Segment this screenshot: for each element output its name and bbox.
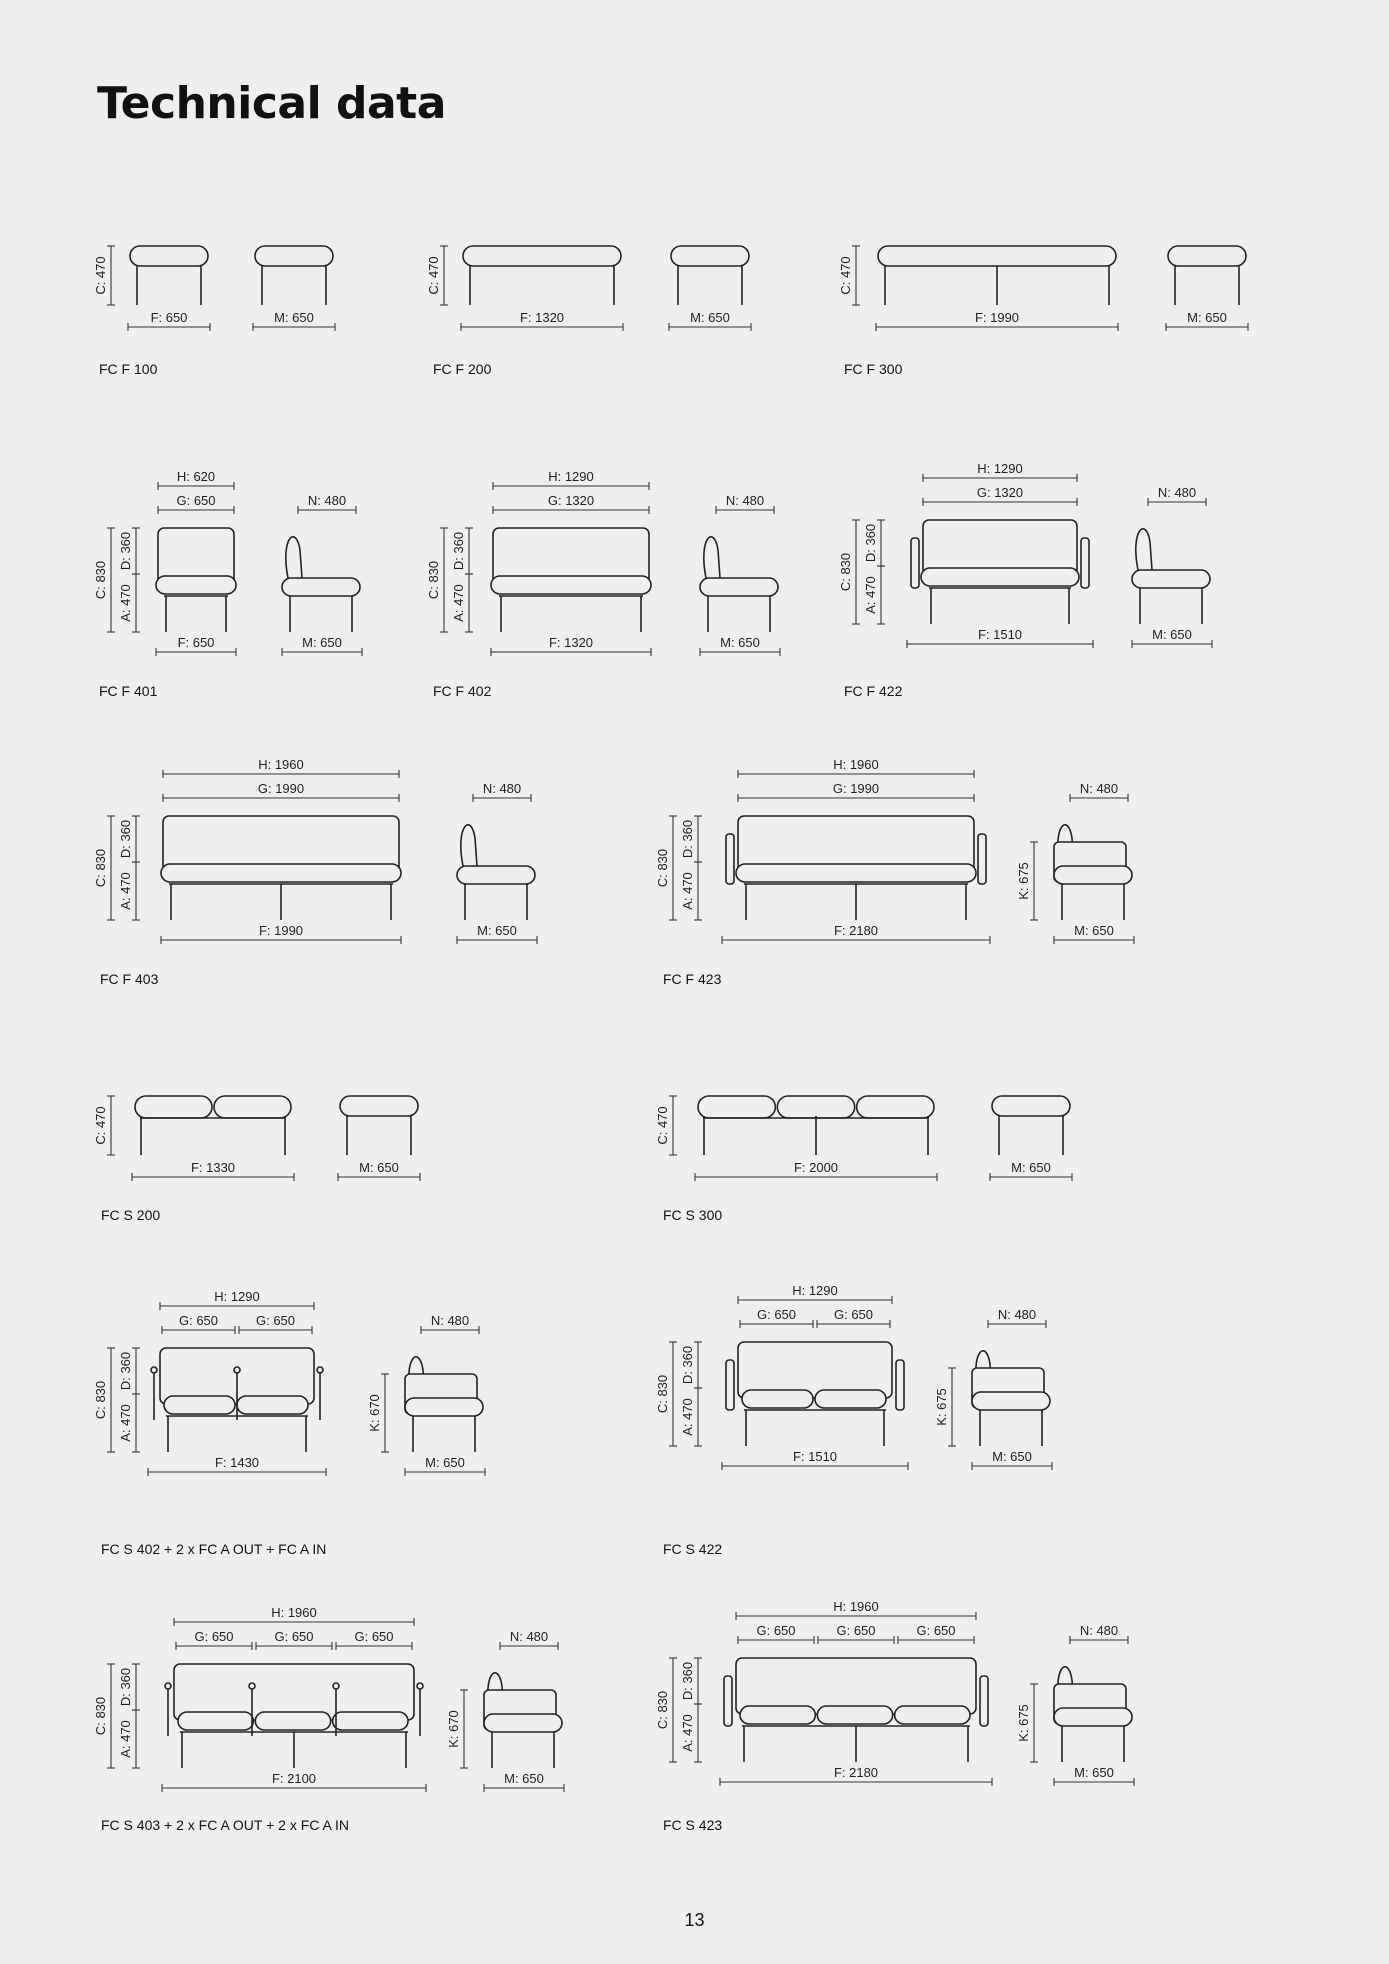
dimension-label: M: 650 (1187, 310, 1227, 325)
product-fc-s-402 (93, 1289, 485, 1557)
dimension-label: A: 470 (680, 1714, 695, 1752)
armrest (1081, 538, 1089, 588)
seat-cushion (237, 1396, 308, 1414)
dimension-label: G: 1320 (547, 493, 595, 508)
dimension-label: K: 670 (446, 1710, 461, 1748)
dimension-label: N: 480 (430, 1313, 470, 1328)
dimension-label: G: 650 (274, 1629, 314, 1644)
dimension-label: K: 675 (934, 1388, 949, 1426)
dimension-label: M: 650 (504, 1771, 544, 1786)
seat-cushion (857, 1096, 934, 1118)
dimension-label: H: 1960 (833, 757, 879, 772)
dimension-label: G: 650 (255, 1313, 296, 1328)
seat-cushion (671, 246, 749, 266)
seat-cushion (164, 1396, 235, 1414)
product-fc-f-100 (93, 246, 335, 377)
dimension-label: G: 650 (756, 1307, 797, 1322)
seat-cushion (340, 1096, 418, 1116)
dimension-label: A: 470 (118, 1404, 133, 1442)
dimension-label: N: 480 (307, 493, 347, 508)
dimension-label: D: 360 (118, 819, 133, 859)
dimension-label: C: 470 (655, 1106, 670, 1145)
dimension-label: F: 2180 (833, 1765, 879, 1780)
dimension-label: N: 480 (1157, 485, 1197, 500)
dimension-label: C: 470 (426, 256, 441, 295)
side-seat (457, 866, 535, 884)
dimension-label: C: 830 (655, 848, 670, 888)
dimension-label: M: 650 (1011, 1160, 1051, 1175)
armrest (980, 1676, 988, 1726)
page-title: Technical data (97, 78, 446, 129)
dimension-label: K: 670 (367, 1394, 382, 1432)
side-backrest (286, 537, 302, 578)
dimension-label: D: 360 (680, 1345, 695, 1385)
dimension-label: G: 1990 (832, 781, 880, 796)
armrest-knob (234, 1367, 240, 1373)
dimension-label: C: 830 (426, 560, 441, 600)
seat-cushion (214, 1096, 291, 1118)
dimension-label: N: 480 (1079, 1623, 1119, 1638)
model-name: FC S 300 (663, 1207, 723, 1223)
side-backrest (704, 537, 720, 578)
seat-cushion (491, 576, 651, 594)
side-seat (282, 578, 360, 596)
model-name: FC S 200 (101, 1207, 161, 1223)
dimension-label: F: 1990 (974, 310, 1020, 325)
model-name: FC S 423 (663, 1817, 723, 1833)
dimension-label: H: 1960 (258, 757, 304, 772)
model-name: FC S 403 + 2 x FC A OUT + 2 x FC A IN (101, 1817, 349, 1833)
model-name: FC F 423 (663, 971, 722, 987)
dimension-label: G: 650 (176, 493, 216, 508)
product-fc-f-422 (838, 461, 1212, 699)
dimension-label: D: 360 (863, 523, 878, 563)
dimension-label: C: 470 (93, 256, 108, 295)
seat-cushion (178, 1712, 253, 1730)
dimension-label: A: 470 (118, 1720, 133, 1758)
dimension-label: M: 650 (425, 1455, 465, 1470)
dimension-label: C: 830 (655, 1374, 670, 1414)
dimension-label: C: 830 (838, 552, 853, 592)
dimension-label: A: 470 (451, 584, 466, 622)
dimension-label: N: 480 (1079, 781, 1119, 796)
dimension-label: N: 480 (997, 1307, 1037, 1322)
model-name: FC F 200 (433, 361, 492, 377)
dimension-label: D: 360 (118, 1351, 133, 1391)
seat-cushion (698, 1096, 775, 1118)
dimension-label: M: 650 (302, 635, 342, 650)
dimension-label: H: 620 (176, 469, 216, 484)
dimension-label: H: 1960 (833, 1599, 879, 1614)
side-seat (700, 578, 778, 596)
dimension-label: G: 650 (178, 1313, 219, 1328)
product-fc-s-403 (93, 1605, 564, 1833)
product-fc-s-300 (655, 1096, 1072, 1223)
side-seat (405, 1398, 483, 1416)
dimension-label: M: 650 (992, 1449, 1032, 1464)
seat-cushion (815, 1390, 886, 1408)
dimension-label: G: 650 (916, 1623, 956, 1638)
dimension-label: F: 1430 (214, 1455, 260, 1470)
seat-cushion (333, 1712, 408, 1730)
dimension-label: A: 470 (680, 872, 695, 910)
dimension-label: G: 650 (836, 1623, 876, 1638)
model-name: FC S 402 + 2 x FC A OUT + FC A IN (101, 1541, 327, 1557)
dimension-label: A: 470 (863, 576, 878, 614)
dimension-label: M: 650 (1152, 627, 1192, 642)
dimension-label: H: 1290 (548, 469, 594, 484)
dimension-label: H: 1960 (271, 1605, 317, 1620)
product-fc-s-423 (655, 1599, 1134, 1833)
seat-cushion (921, 568, 1079, 586)
dimension-label: F: 2000 (793, 1160, 839, 1175)
dimension-label: G: 1320 (976, 485, 1024, 500)
side-seat (1054, 1708, 1132, 1726)
product-fc-f-423 (655, 757, 1134, 987)
seat-cushion (255, 1712, 330, 1730)
dimension-label: G: 650 (354, 1629, 394, 1644)
dimension-label: M: 650 (359, 1160, 399, 1175)
armrest-knob (417, 1683, 423, 1689)
armrest-knob (249, 1683, 255, 1689)
dimension-label: F: 1510 (977, 627, 1023, 642)
seat-cushion (255, 246, 333, 266)
product-fc-f-401 (93, 469, 362, 699)
product-fc-s-200 (93, 1096, 420, 1223)
seat-cushion (156, 576, 236, 594)
armrest-knob (151, 1367, 157, 1373)
side-seat (484, 1714, 562, 1732)
model-name: FC F 401 (99, 683, 158, 699)
dimension-label: C: 830 (655, 1690, 670, 1730)
dimension-label: A: 470 (118, 584, 133, 622)
armrest (978, 834, 986, 884)
side-seat (972, 1392, 1050, 1410)
dimension-label: H: 1290 (792, 1283, 838, 1298)
product-fc-f-402 (426, 469, 780, 699)
dimension-label: K: 675 (1016, 1704, 1031, 1742)
seat-cushion (777, 1096, 854, 1118)
dimension-label: G: 650 (833, 1307, 874, 1322)
dimension-label: M: 650 (1074, 1765, 1114, 1780)
dimension-label: C: 830 (93, 560, 108, 600)
dimension-label: G: 650 (194, 1629, 234, 1644)
product-fc-s-422 (655, 1283, 1052, 1557)
dimension-label: C: 830 (93, 848, 108, 888)
armrest-knob (165, 1683, 171, 1689)
dimension-label: F: 1320 (548, 635, 594, 650)
seat-cushion (1168, 246, 1246, 266)
dimension-label: C: 470 (838, 256, 853, 295)
armrest (896, 1360, 904, 1410)
dimension-label: D: 360 (451, 531, 466, 571)
seat-cushion (895, 1706, 970, 1724)
side-backrest (461, 825, 477, 866)
armrest (726, 834, 734, 884)
dimension-label: M: 650 (1074, 923, 1114, 938)
dimension-label: D: 360 (680, 1661, 695, 1701)
seat-cushion (992, 1096, 1070, 1116)
dimension-label: D: 360 (680, 819, 695, 859)
dimension-label: C: 470 (93, 1106, 108, 1145)
armrest-knob (333, 1683, 339, 1689)
dimension-label: M: 650 (477, 923, 517, 938)
dimension-label: K: 675 (1016, 862, 1031, 900)
dimension-label: F: 2100 (271, 1771, 317, 1786)
seat-cushion (878, 246, 1116, 266)
dimension-label: N: 480 (482, 781, 522, 796)
dimension-label: M: 650 (690, 310, 730, 325)
seat-cushion (463, 246, 621, 266)
armrest-knob (317, 1367, 323, 1373)
dimension-label: C: 830 (93, 1696, 108, 1736)
seat-cushion (135, 1096, 212, 1118)
seat-cushion (742, 1390, 813, 1408)
model-name: FC F 300 (844, 361, 903, 377)
side-backrest (1136, 529, 1152, 570)
model-name: FC F 402 (433, 683, 492, 699)
dimension-label: F: 1990 (258, 923, 304, 938)
dimension-label: D: 360 (118, 531, 133, 571)
model-name: FC F 100 (99, 361, 158, 377)
dimension-label: G: 650 (756, 1623, 796, 1638)
model-name: FC F 403 (100, 971, 159, 987)
model-name: FC S 422 (663, 1541, 723, 1557)
side-seat (1054, 866, 1132, 884)
product-fc-f-300 (838, 246, 1248, 377)
dimension-label: N: 480 (509, 1629, 549, 1644)
dimension-label: F: 2180 (833, 923, 879, 938)
dimension-label: M: 650 (274, 310, 314, 325)
page-number: 13 (684, 1910, 705, 1930)
product-fc-f-403 (93, 757, 537, 987)
side-seat (1132, 570, 1210, 588)
seat-cushion (130, 246, 208, 266)
armrest (724, 1676, 732, 1726)
dimension-label: A: 470 (680, 1398, 695, 1436)
seat-cushion (817, 1706, 892, 1724)
dimension-label: C: 830 (93, 1380, 108, 1420)
dimension-label: F: 650 (177, 635, 215, 650)
product-fc-f-200 (426, 246, 751, 377)
dimension-label: G: 1990 (257, 781, 305, 796)
armrest (911, 538, 919, 588)
dimension-label: N: 480 (725, 493, 765, 508)
seat-cushion (736, 864, 976, 882)
dimension-label: A: 470 (118, 872, 133, 910)
dimension-label: H: 1290 (977, 461, 1023, 476)
dimension-label: H: 1290 (214, 1289, 260, 1304)
dimension-label: D: 360 (118, 1667, 133, 1707)
dimension-label: F: 1320 (519, 310, 565, 325)
dimension-label: F: 1330 (190, 1160, 236, 1175)
dimension-label: M: 650 (720, 635, 760, 650)
dimension-label: F: 650 (150, 310, 188, 325)
seat-cushion (161, 864, 401, 882)
model-name: FC F 422 (844, 683, 903, 699)
dimension-label: F: 1510 (792, 1449, 838, 1464)
seat-cushion (740, 1706, 815, 1724)
armrest (726, 1360, 734, 1410)
